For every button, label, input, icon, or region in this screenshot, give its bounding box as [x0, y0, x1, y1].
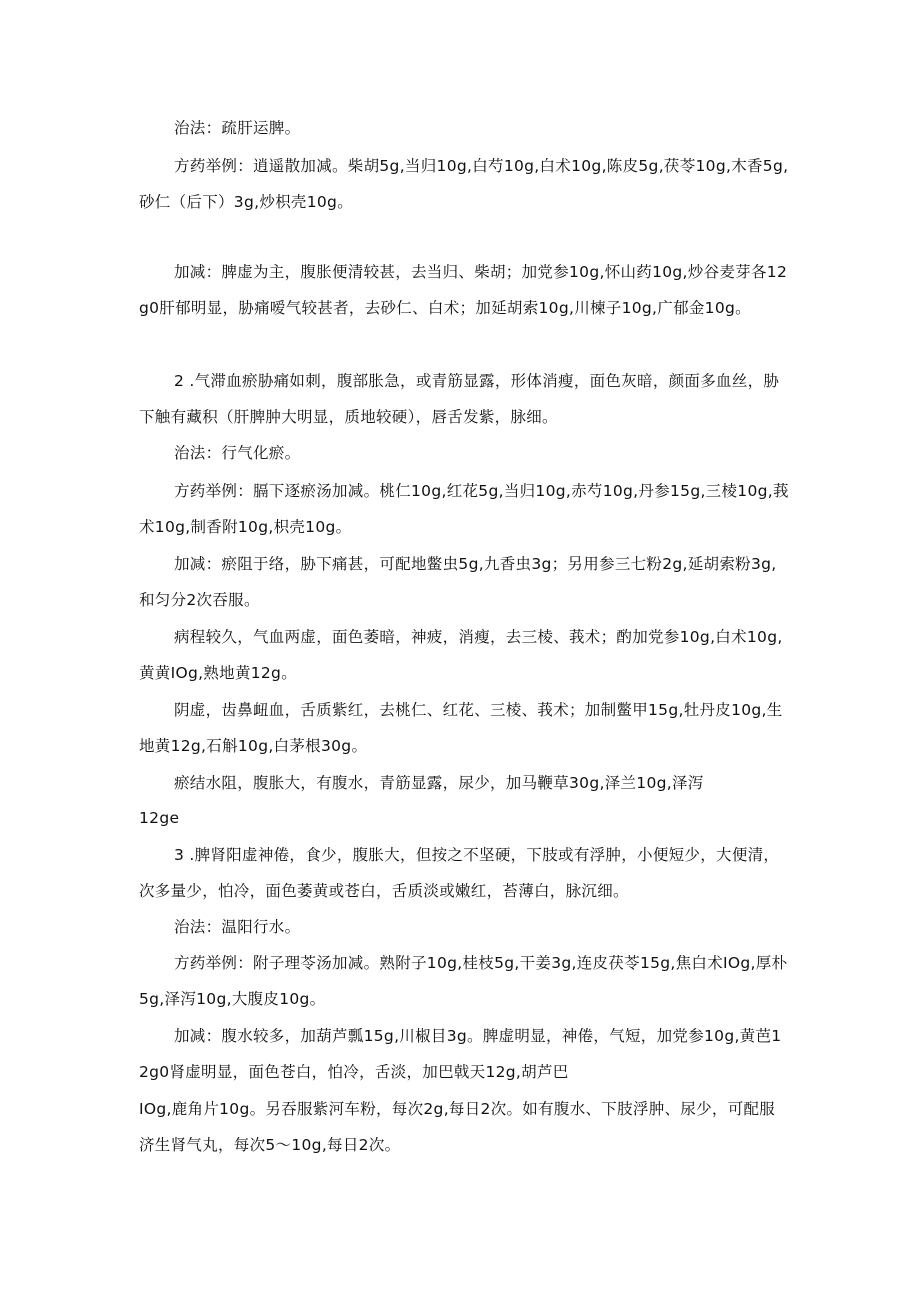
paragraph-prescription-3: 方药举例：附子理苓汤加减。熟附子10g,桂枝5g,干姜3g,连皮茯苓15g,焦白术IOg,厚朴5g,泽泻10g,大腹皮10g。: [139, 954, 788, 1008]
paragraph-modification-2b: 病程较久，气血两虚，面色萎暗，神疲，消瘦，去三棱、莪术；酌加党参10g,白术10g,黄黄IOg,熟地黄12g。: [139, 628, 783, 682]
paragraph-treatment-1: 治法：疏肝运脾。: [174, 119, 301, 137]
paragraph-modification-2c: 阴虚，齿鼻衄血，舌质紫红，去桃仁、红花、三棱、莪术；加制鳖甲15g,牡丹皮10g,生地黄12g,石斛10g,白茅根30g。: [139, 701, 783, 755]
paragraph-treatment-3: 治法：温阳行水。: [174, 918, 301, 936]
paragraph-syndrome-2: 2 .气滞血瘀胁痛如刺，腹部胀急，或青筋显露，形体消瘦，面色灰暗，颜面多血丝，胁下触有藏积（肝脾肿大明显，质地较硬），唇舌发紫，脉细。: [139, 372, 780, 426]
paragraph-modification-1: 加减：脾虚为主，腹胀便清较甚，去当归、柴胡；加党参10g,怀山药10g,炒谷麦芽各12g0肝郁明显，胁痛嗳气较甚者，去砂仁、白术；加延胡索10g,川楝子10g,广郁金10g。: [139, 263, 788, 317]
paragraph-modification-3b: IOg,鹿角片10g。另吞服紫河车粉，每次2g,每日2次。如有腹水、下肢浮肿、尿少，可配服济生肾气丸，每次5～10g,每日2次。: [139, 1100, 776, 1154]
paragraph-modification-3a: 加减：腹水较多，加葫芦瓢15g,川椒目3g。脾虚明显，神倦，气短，加党参10g,黄芭12g0肾虚明显，面色苍白，怕冷，舌淡，加巴戟天12g,胡芦巴: [139, 1027, 782, 1081]
paragraph-modification-2d-continued: 12ge: [139, 809, 180, 827]
paragraph-syndrome-3: 3 .脾肾阳虚神倦，食少，腹胀大，但按之不坚硬，下肢或有浮肿，小便短少，大便清，次多量少，怕冷，面色萎黄或苍白，舌质淡或嫩红，苔薄白，脉沉细。: [139, 846, 780, 900]
paragraph-prescription-2: 方药举例：膈下逐瘀汤加减。桃仁10g,红花5g,当归10g,赤芍10g,丹参15g,三棱10g,莪术10g,制香附10g,枳壳10g。: [139, 482, 789, 536]
paragraph-modification-2d: 瘀结水阻，腹胀大，有腹水，青筋显露，尿少，加马鞭草30g,泽兰10g,泽泻: [174, 774, 704, 792]
paragraph-prescription-1: 方药举例：逍遥散加减。柴胡5g,当归10g,白芍10g,白术10g,陈皮5g,茯苓10g,木香5g,砂仁（后下）3g,炒枳壳10g。: [139, 157, 789, 211]
paragraph-modification-2a: 加减：瘀阻于络，胁下痛甚，可配地鳖虫5g,九香虫3g；另用参三七粉2g,延胡索粉3g,和匀分2次吞服。: [139, 555, 777, 609]
paragraph-treatment-2: 治法：行气化瘀。: [174, 444, 301, 462]
